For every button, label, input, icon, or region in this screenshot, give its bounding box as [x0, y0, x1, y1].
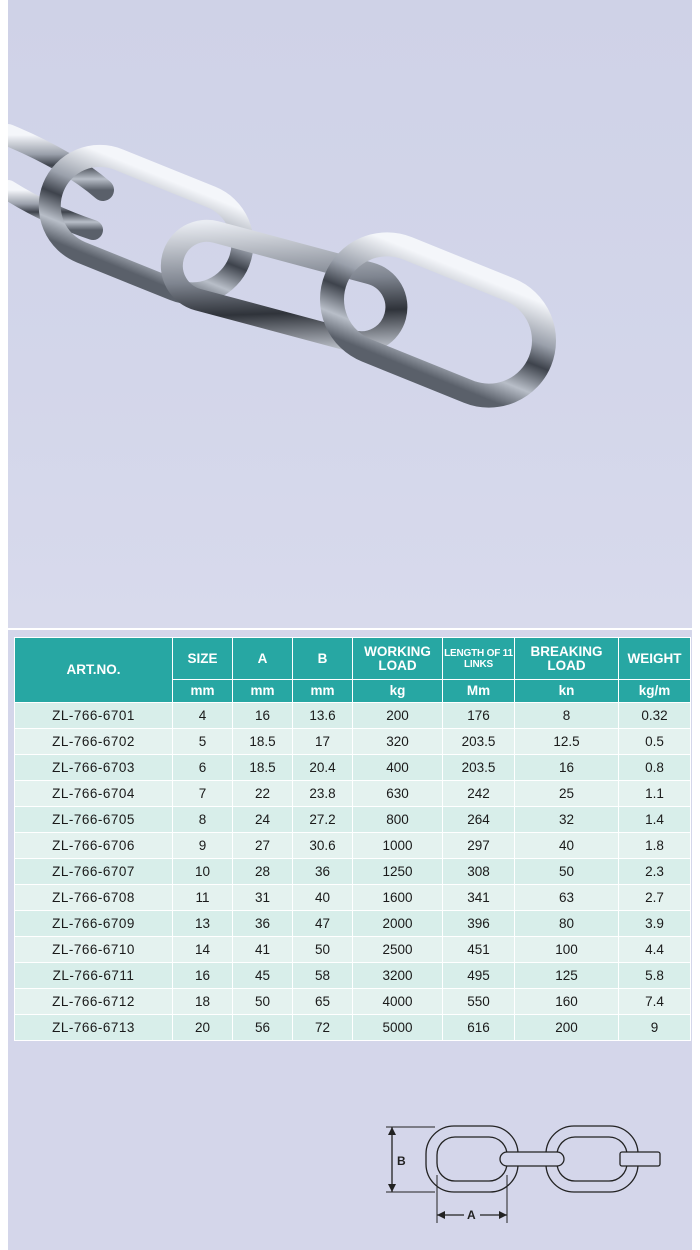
unit-length: Mm: [443, 680, 515, 703]
table-cell: 20: [173, 1015, 233, 1041]
table-cell: 56: [233, 1015, 293, 1041]
table-cell: 22: [233, 781, 293, 807]
table-cell: 1.4: [619, 807, 691, 833]
table-cell: 36: [233, 911, 293, 937]
table-cell: 800: [353, 807, 443, 833]
table-cell: 47: [293, 911, 353, 937]
table-row: [15, 807, 691, 833]
table-cell: 25: [515, 781, 619, 807]
table-cell: 28: [233, 859, 293, 885]
table-cell: 31: [233, 885, 293, 911]
cell-art-no: ZL-766-6703: [15, 755, 173, 781]
table-cell: 4: [173, 703, 233, 729]
table-cell: 0.5: [619, 729, 691, 755]
header-row: [15, 638, 691, 680]
table-row: [15, 755, 691, 781]
cell-art-no: ZL-766-6702: [15, 729, 173, 755]
table-cell: 27.2: [293, 807, 353, 833]
table-cell: 200: [353, 703, 443, 729]
table-cell: 18: [173, 989, 233, 1015]
table-cell: 1600: [353, 885, 443, 911]
cell-art-no: ZL-766-6711: [15, 963, 173, 989]
table-row: [15, 885, 691, 911]
table-row: [15, 781, 691, 807]
cell-art-no: ZL-766-6701: [15, 703, 173, 729]
cell-art-no: ZL-766-6704: [15, 781, 173, 807]
specification-table: [14, 637, 691, 1041]
table-cell: 297: [443, 833, 515, 859]
table-cell: 341: [443, 885, 515, 911]
label-a: A: [467, 1208, 476, 1222]
table-cell: 242: [443, 781, 515, 807]
table-cell: 3200: [353, 963, 443, 989]
unit-b: mm: [293, 680, 353, 703]
link-right-partial: [620, 1152, 660, 1166]
table-cell: 1250: [353, 859, 443, 885]
table-cell: 100: [515, 937, 619, 963]
table-cell: 13.6: [293, 703, 353, 729]
table-cell: 203.5: [443, 755, 515, 781]
table-cell: 176: [443, 703, 515, 729]
table-cell: 0.32: [619, 703, 691, 729]
table-cell: 32: [515, 807, 619, 833]
table-cell: 50: [293, 937, 353, 963]
cell-art-no: ZL-766-6707: [15, 859, 173, 885]
table-row: [15, 1015, 691, 1041]
table-cell: 80: [515, 911, 619, 937]
header-a: A: [233, 638, 293, 680]
chain-link-dimension-diagram: [380, 1115, 665, 1230]
table-cell: 320: [353, 729, 443, 755]
table-cell: 13: [173, 911, 233, 937]
table-cell: 2000: [353, 911, 443, 937]
table-cell: 20.4: [293, 755, 353, 781]
header-size: SIZE: [173, 638, 233, 680]
table-row: [15, 911, 691, 937]
cell-art-no: ZL-766-6713: [15, 1015, 173, 1041]
table-cell: 40: [293, 885, 353, 911]
table-cell: 125: [515, 963, 619, 989]
table-cell: 58: [293, 963, 353, 989]
table-cell: 14: [173, 937, 233, 963]
cell-art-no: ZL-766-6705: [15, 807, 173, 833]
table-cell: 7.4: [619, 989, 691, 1015]
table-cell: 396: [443, 911, 515, 937]
table-cell: 5000: [353, 1015, 443, 1041]
table-cell: 16: [173, 963, 233, 989]
table-cell: 24: [233, 807, 293, 833]
table-cell: 160: [515, 989, 619, 1015]
table-cell: 630: [353, 781, 443, 807]
table-cell: 40: [515, 833, 619, 859]
unit-working-load: kg: [353, 680, 443, 703]
table-cell: 6: [173, 755, 233, 781]
cell-art-no: ZL-766-6706: [15, 833, 173, 859]
table-cell: 30.6: [293, 833, 353, 859]
link-middle: [500, 1152, 564, 1166]
table-cell: 18.5: [233, 755, 293, 781]
table-cell: 2500: [353, 937, 443, 963]
table-row: [15, 859, 691, 885]
table-cell: 36: [293, 859, 353, 885]
table-cell: 9: [619, 1015, 691, 1041]
table-cell: 63: [515, 885, 619, 911]
label-b: B: [397, 1154, 406, 1168]
table-row: [15, 989, 691, 1015]
table-cell: 12.5: [515, 729, 619, 755]
cell-art-no: ZL-766-6709: [15, 911, 173, 937]
unit-breaking-load: kn: [515, 680, 619, 703]
table-body: [15, 703, 691, 1041]
table-cell: 23.8: [293, 781, 353, 807]
table-cell: 451: [443, 937, 515, 963]
table-cell: 3.9: [619, 911, 691, 937]
table-cell: 17: [293, 729, 353, 755]
unit-weight: kg/m: [619, 680, 691, 703]
table-row: [15, 729, 691, 755]
table-cell: 45: [233, 963, 293, 989]
table-cell: 0.8: [619, 755, 691, 781]
header-art-no: ART.NO.: [15, 638, 173, 703]
table-cell: 11: [173, 885, 233, 911]
table-cell: 8: [515, 703, 619, 729]
header-b: B: [293, 638, 353, 680]
header-length-11-links: LENGTH OF 11 LINKS: [443, 638, 515, 680]
cell-art-no: ZL-766-6712: [15, 989, 173, 1015]
table-cell: 65: [293, 989, 353, 1015]
table-cell: 50: [515, 859, 619, 885]
unit-a: mm: [233, 680, 293, 703]
table-cell: 16: [515, 755, 619, 781]
header-breaking-load: BREAKING LOAD: [515, 638, 619, 680]
table-cell: 5: [173, 729, 233, 755]
header-working-load: WORKING LOAD: [353, 638, 443, 680]
table-cell: 616: [443, 1015, 515, 1041]
table-cell: 7: [173, 781, 233, 807]
table-row: [15, 833, 691, 859]
table-cell: 50: [233, 989, 293, 1015]
table-cell: 264: [443, 807, 515, 833]
table-cell: 1000: [353, 833, 443, 859]
table-cell: 495: [443, 963, 515, 989]
table-cell: 10: [173, 859, 233, 885]
table-cell: 400: [353, 755, 443, 781]
table-cell: 550: [443, 989, 515, 1015]
table-cell: 16: [233, 703, 293, 729]
table-cell: 200: [515, 1015, 619, 1041]
table-cell: 2.7: [619, 885, 691, 911]
table-row: [15, 703, 691, 729]
table-cell: 2.3: [619, 859, 691, 885]
table-cell: 18.5: [233, 729, 293, 755]
header-weight: WEIGHT: [619, 638, 691, 680]
table-row: [15, 937, 691, 963]
table-cell: 8: [173, 807, 233, 833]
table-cell: 41: [233, 937, 293, 963]
table-cell: 27: [233, 833, 293, 859]
table-cell: 1.1: [619, 781, 691, 807]
table-cell: 4000: [353, 989, 443, 1015]
table-cell: 5.8: [619, 963, 691, 989]
cell-art-no: ZL-766-6710: [15, 937, 173, 963]
cell-art-no: ZL-766-6708: [15, 885, 173, 911]
unit-size: mm: [173, 680, 233, 703]
table-cell: 308: [443, 859, 515, 885]
table-cell: 72: [293, 1015, 353, 1041]
chain-photo: [8, 80, 608, 440]
table-row: [15, 963, 691, 989]
table-cell: 203.5: [443, 729, 515, 755]
table-cell: 9: [173, 833, 233, 859]
table-cell: 1.8: [619, 833, 691, 859]
table-cell: 4.4: [619, 937, 691, 963]
